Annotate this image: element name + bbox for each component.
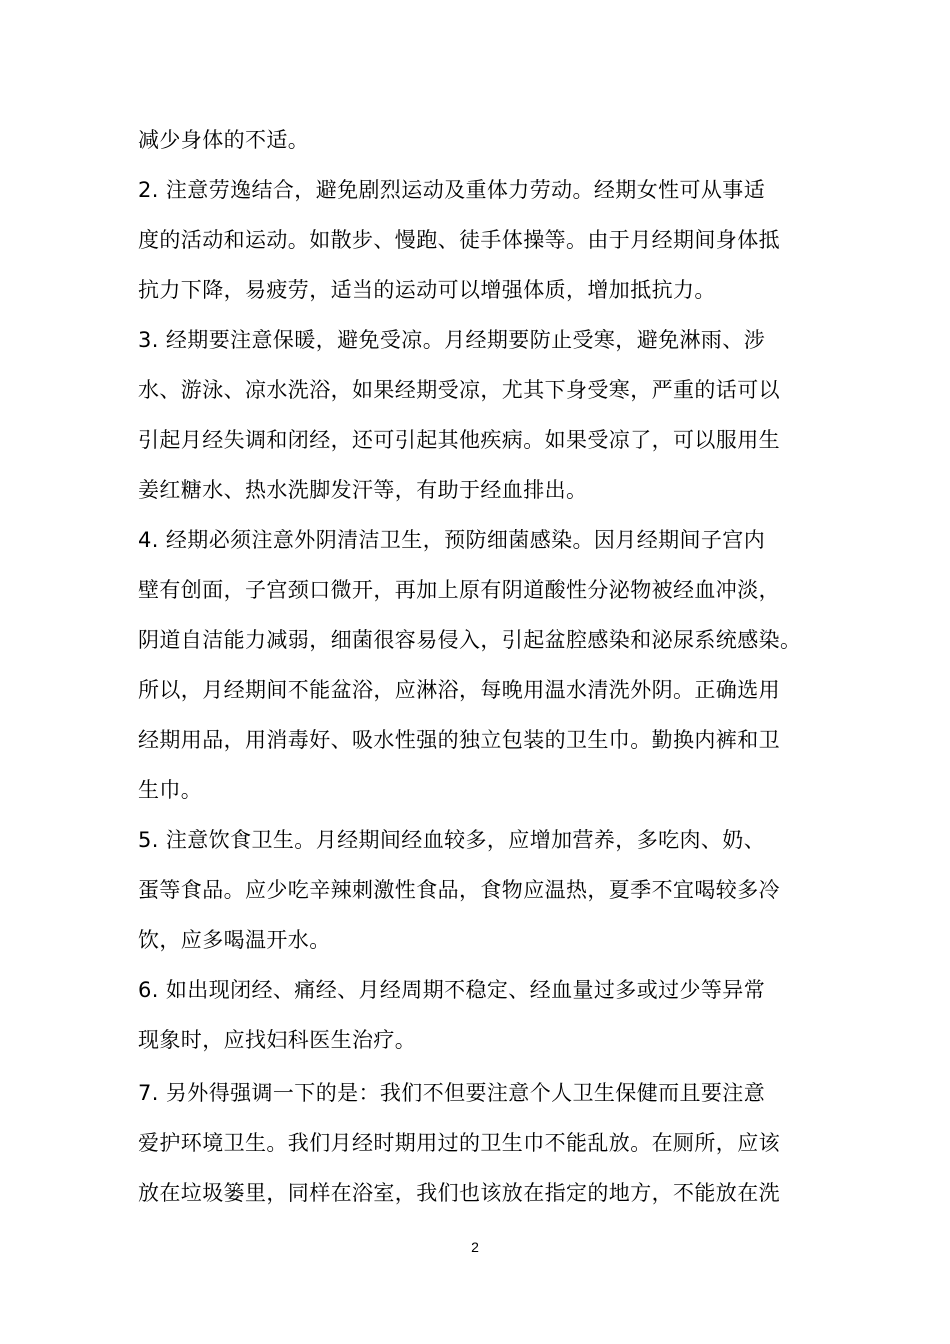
text-line: 放在垃圾篓里，同样在浴室，我们也该放在指定的地方，不能放在洗 [138, 1181, 780, 1205]
text-line: 生巾。 [138, 778, 203, 802]
text-line: 6. 如出现闭经、痛经、月经周期不稳定、经血量过多或过少等异常 [138, 978, 766, 1002]
text-line: 壁有创面，子宫颈口微开，再加上原有阴道酸性分泌物被经血冲淡， [138, 578, 780, 602]
text-line: 阴道自洁能力减弱，细菌很容易侵入，引起盆腔感染和泌尿系统感染。 [138, 628, 802, 652]
text-line: 3. 经期要注意保暖，避免受凉。月经期要防止受寒，避免淋雨、涉 [138, 328, 766, 352]
text-line: 所以，月经期间不能盆浴，应淋浴，每晚用温水清洗外阴。正确选用 [138, 678, 780, 702]
text-line: 4. 经期必须注意外阴清洁卫生，预防细菌感染。因月经期间子宫内 [138, 528, 766, 552]
text-line: 水、游泳、凉水洗浴，如果经期受凉，尤其下身受寒，严重的话可以 [138, 378, 780, 402]
text-line: 爱护环境卫生。我们月经时期用过的卫生巾不能乱放。在厕所，应该 [138, 1131, 780, 1155]
text-line: 7. 另外得强调一下的是：我们不但要注意个人卫生保健而且要注意 [138, 1081, 766, 1105]
text-line: 蛋等食品。应少吃辛辣刺激性食品，食物应温热，夏季不宜喝较多冷 [138, 878, 780, 902]
text-line: 饮，应多喝温开水。 [138, 928, 331, 952]
text-line: 抗力下降，易疲劳，适当的运动可以增强体质，增加抵抗力。 [138, 278, 716, 302]
text-line: 5. 注意饮食卫生。月经期间经血较多，应增加营养，多吃肉、奶、 [138, 828, 766, 852]
text-line: 姜红糖水、热水洗脚发汗等，有助于经血排出。 [138, 478, 588, 502]
text-line: 经期用品，用消毒好、吸水性强的独立包装的卫生巾。勤换内裤和卫 [138, 728, 780, 752]
text-line: 减少身体的不适。 [138, 128, 310, 152]
text-line: 引起月经失调和闭经，还可引起其他疾病。如果受凉了，可以服用生 [138, 428, 780, 452]
page-number: 2 [471, 1239, 479, 1255]
text-line: 度的活动和运动。如散步、慢跑、徒手体操等。由于月经期间身体抵 [138, 228, 780, 252]
text-line: 现象时，应找妇科医生治疗。 [138, 1028, 417, 1052]
text-line: 2. 注意劳逸结合，避免剧烈运动及重体力劳动。经期女性可从事适 [138, 178, 766, 202]
